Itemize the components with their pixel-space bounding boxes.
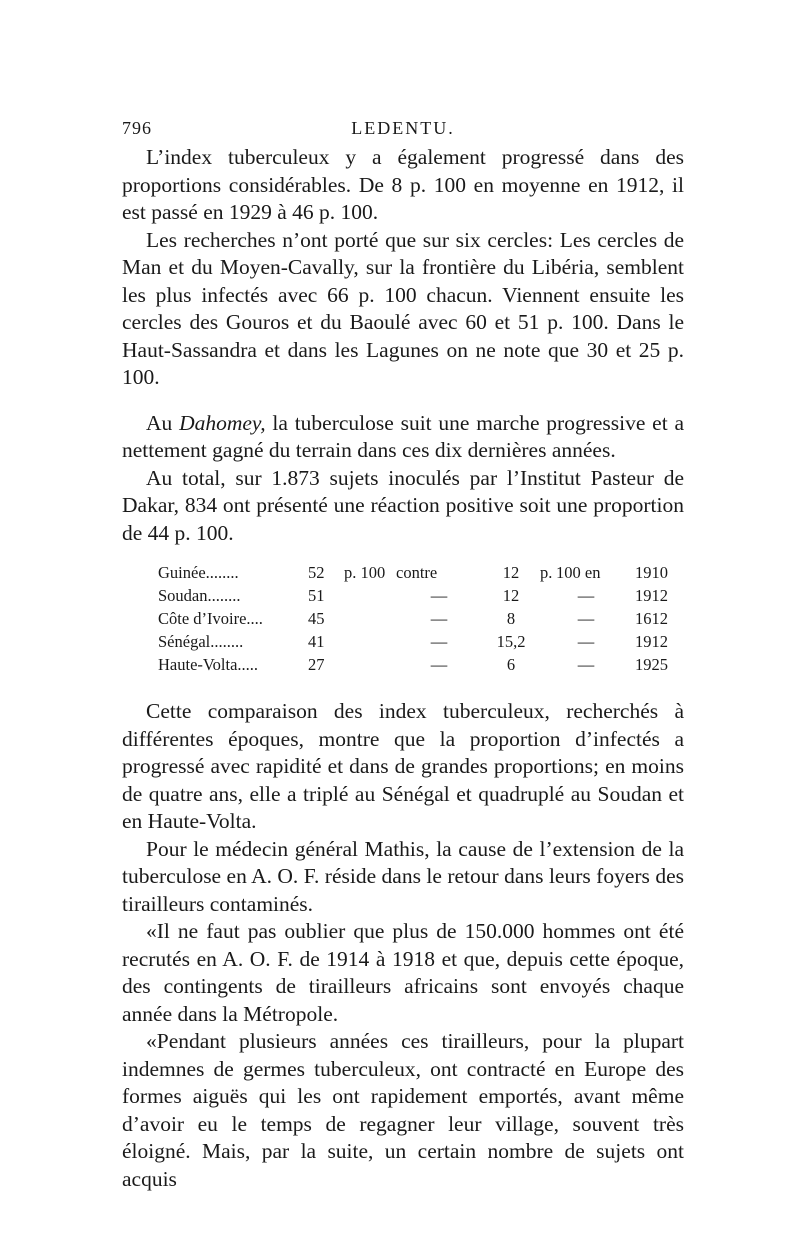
unit-cell: p. 100 [344,563,386,582]
contre-cell: contre [396,563,438,582]
earlier-index-cell: 6 [506,655,516,674]
table-row [158,653,668,676]
contre-cell: — [430,586,448,605]
dahomey-rest: la tuberculose suit une marche progressive et a nettement gagné du terrain dans ces dix dernières années. [122,410,685,462]
page-number: 796 [122,118,152,138]
paragraph-quote-recrutes: «Il ne faut pas oublier que plus de 150.000 hommes ont été recrutés en A. O. F. de 1914 à 1918 et que, depuis cette époque, des contingents de tirailleurs africains sont envoyés chaque année dans la Métropole. [122,919,684,1026]
dahomey-prefix: Au [146,410,180,435]
year-cell: 1925 [635,655,668,674]
table-row [158,584,668,607]
page-header [122,112,684,144]
unit-cell [344,607,396,630]
unit-cell [344,630,396,653]
contre-cell: — [430,609,448,628]
unit-cell [344,584,396,607]
contre-cell: — [430,632,448,651]
paragraph-quote-tirailleurs: «Pendant plusieurs années ces tirailleurs, pour la plupart indemnes de germes tuberculeux, ont contracté en Europe des formes aiguës qui les ont rapidement emportés, avant même d’avoir eu le temps de regagner leur village, souvent très éloigné. Mais, par la suite, un certain nombre de sujets ont acquis [122,1029,684,1191]
table-row [158,630,668,653]
table-row [158,561,668,584]
unit-cell: p. [540,563,553,582]
earlier-index-cell: 15,2 [496,632,526,651]
en-cell: — [577,586,595,605]
en-cell: — [577,632,595,651]
en-cell: 100 en [556,563,601,582]
recent-index-cell: 41 [308,632,325,651]
year-cell: 1912 [635,586,668,605]
unit-cell [344,653,396,676]
earlier-index-cell: 12 [502,586,520,605]
country-cell: Haute-Volta..... [158,655,259,674]
index-comparison-table [122,561,684,676]
unit-cell [540,607,556,630]
recent-index-cell: 52 [308,563,325,582]
year-cell: 1912 [635,632,668,651]
recent-index-cell: 51 [308,586,325,605]
paragraph-mathis: Pour le médecin général Mathis, la cause de l’extension de la tuberculose en A. O. F. réside dans le retour dans leurs foyers des tirailleurs contaminés. [122,836,684,916]
recent-index-cell: 27 [308,655,325,674]
dahomey-name: Dahomey, [179,410,266,435]
unit-cell [540,584,556,607]
country-cell: Soudan........ [158,586,241,605]
year-cell: 1910 [635,563,668,582]
country-cell: Côte d’Ivoire.... [158,609,263,628]
en-cell: — [577,655,595,674]
paragraph-six-cercles: Les recherches n’ont porté que sur six cercles: Les cercles de Man et du Moyen-Cavally, sur la frontière du Libéria, semblent les plus infectés avec 66 p. 100 chacun. Viennent ensuite les cercles des Gouros et du Baoulé avec 60 et 51 p. 100. Dans le Haut-Sassandra et dans les Lagunes on ne note que 30 et 25 p. 100. [122,227,684,389]
paragraph-dahomey [122,410,684,465]
en-cell: — [577,609,595,628]
country-cell: Sénégal........ [158,632,244,651]
recent-index-cell: 45 [308,609,325,628]
running-title: LEDENTU. [351,118,455,138]
paragraph-comparaison: Cette comparaison des index tuberculeux, recherchés à différentes époques, montre que la proportion d’infectés a progressé avec rapidité et dans de grandes proportions; en moins de quatre ans, elle a triplé au Sénégal et quadruplé au Soudan et en Haute-Volta. [122,699,684,833]
contre-cell: — [430,655,448,674]
page-body [122,112,684,1193]
paragraph-total-dakar: Au total, sur 1.873 sujets inoculés par l’Institut Pasteur de Dakar, 834 ont présenté une réaction positive soit une proportion de 44 p. 100. [122,465,684,545]
earlier-index-cell: 8 [506,609,516,628]
year-cell: 1612 [635,609,668,628]
paragraph-index-tuberculeux: L’index tuberculeux y a également progressé dans des proportions considérables. De 8 p. 100 en moyenne en 1912, il est passé en 1929 à 46 p. 100. [122,145,684,224]
earlier-index-cell: 12 [502,563,520,582]
country-cell: Guinée........ [158,563,239,582]
unit-cell [540,630,556,653]
table-row [158,607,668,630]
unit-cell [540,653,556,676]
